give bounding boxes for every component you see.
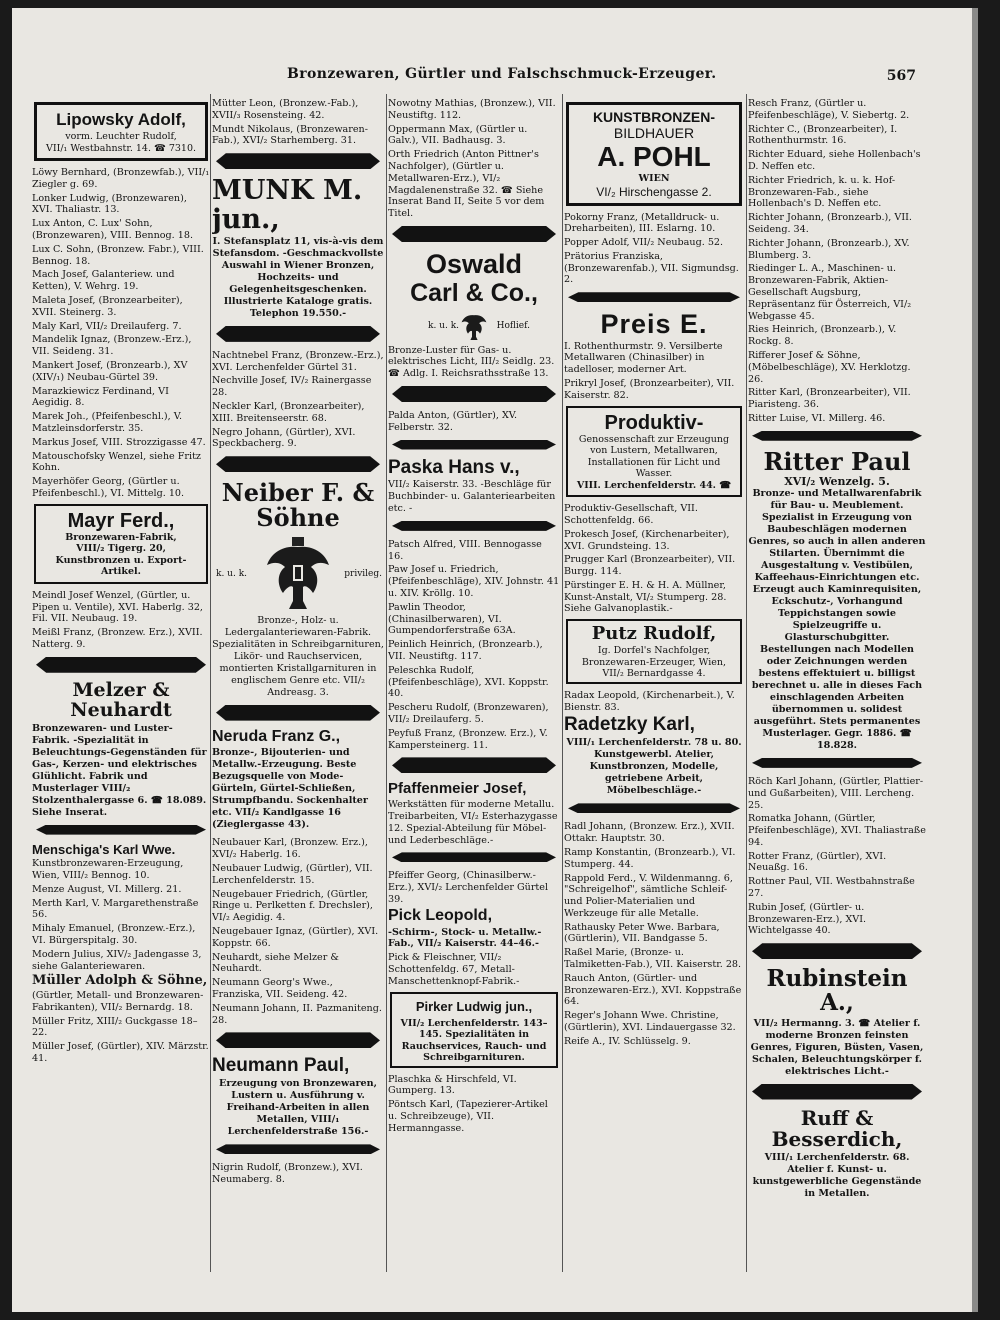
list-item: Prugger Karl (Bronzearbeiter), VII. Burgg. 114. [564,554,736,578]
list-item: Richter C., (Bronzearbeiter), I. Rothenthurmstr. 16. [748,123,898,147]
list-item: Pescheru Rudolf, (Bronzewaren), VII/₂ Dreilauferg. 5. [388,702,549,726]
divider-ornament [392,852,556,862]
list-item: Ramp Konstantin, (Bronzearb.), VI. Stumperg. 44. [564,846,736,870]
oswald-ad-name-2: Carl & Co., [410,279,538,308]
ad-city: WIEN [638,173,670,184]
pfaffenmeier-ad-name: Pfaffenmeier Josef, [388,780,527,798]
produktiv-ad [566,406,742,498]
list-item: Richter Friedrich, k. u. k. Hof-Bronzewaren-Fab., siehe Hollenbach's D. Neffen etc. [748,174,896,210]
divider-ornament [568,803,740,813]
list-item: Reger's Johann Wwe. Christine, (Gürtlerin), XVI. Lindauergasse 32. [564,1010,736,1034]
list-item: Reife A., IV. Schlüsselg. 9. [564,1035,691,1047]
ad-line: BILDHAUER [613,125,695,141]
privileg-label: privileg. [344,568,382,579]
kuk-label: k. u. k. [216,568,248,579]
list-item: Radax Leopold, (Kirchenarbeit.), V. Bienstr. 83. [564,689,735,713]
list-item: Mihaly Emanuel, (Bronzew.-Erz.), VI. Bürgerspitalg. 30. [32,923,196,946]
divider-ornament [216,326,380,342]
page-title: Bronzewaren, Gürtler und Falschschmuck-Erzeuger. [287,66,717,82]
putz-ad [566,619,742,684]
list-item: Resch Franz, (Gürtler u. Pfeifenbeschläge), V. Siebertg. 2. [748,98,910,121]
list-item: Pöntsch Karl, (Tapezierer-Artikel u. Schreibzeuge), VII. Hermanngasse. [388,1099,548,1134]
paska-ad-body: VII/₂ Kaiserstr. 33. -Beschläge für Buchbinder- u. Galanteriearbeiten etc. - [388,479,556,515]
list-item: Mankert Josef, (Bronzearb.), XV (XIV/₁) Neubau-Gürtel 39. [32,359,188,383]
list-item: Maleta Josef, (Bronzearbeiter), XVII. Steinerg. 3. [32,294,183,318]
pick-ad-name: Pick Leopold, [388,906,493,924]
list-item: Rathausky Peter Wwe. Barbara, (Gürtlerin), VII. Bandgasse 5. [564,921,720,945]
list-item: Maly Karl, VII/₂ Dreilauferg. 7. [32,320,182,332]
list-item: Rifferer Josef & Söhne, (Möbelbeschläge), XV. Herklotzg. 26. [748,349,911,385]
list-item: Neubauer Karl, (Bronzew. Erz.), XVI/₂ Haberlg. 16. [212,837,368,861]
ad-line: VII/₂ Bernardgasse 4. [602,668,706,680]
list-item: Plaschka & Hirschfeld, VI. Gumperg. 13. [388,1073,517,1097]
list-item: Peleschka Rudolf, (Pfeifenbeschläge), XVI. Koppstr. 40. [388,664,549,700]
list-item: Neugebauer Ignaz, (Gürtler), XVI. Koppstr. 66. [212,926,379,949]
list-item: Mundt Nikolaus, (Bronzewaren-Fab.), XVI/₂ Starhemberg. 31. [212,123,368,147]
list-item: Neckler Karl, (Bronzearbeiter), XIII. Breitenseerstr. 68. [212,401,365,424]
list-item: Nigrin Rudolf, (Bronzew.), XVI. Neumaberg. 8. [212,1162,363,1186]
list-item: Müller Josef, (Gürtler), XIV. Märzstr. 41. [32,1041,209,1065]
list-item: Orth Friedrich (Anton Pittner's Nachfolger), (Gürtler u. Metallwaren-Erz.), VI/₂ Magdalenenstraße 32. ☎ Siehe Inserat Band II, Seite 5 vor dem Titel. [388,149,545,220]
list-item: Marazkiewicz Ferdinand, VI Aegidig. 8. [32,385,169,409]
radetzky-ad-body: VIII/₁ Lerchenfelderstr. 78 u. 80. Kunstgewerbl. Atelier, Kunstbronzen, Modelle, getriebene Arbeit, Möbelbeschläge.- [566,737,742,797]
divider-ornament [752,943,922,959]
preis-ad-body: I. Rothenthurmstr. 9. Versilberte Metallwaren (Chinasilber) in tadelloser, moderner Art. [564,340,723,376]
rubinstein-ad-name: Rubinstein A., [766,965,908,1017]
list-item: Röch Karl Johann, (Gürtler, Plattier- und Gußarbeiten), VIII. Lercheng. 25. [748,775,924,811]
list-item: Ries Heinrich, (Bronzearb.), V. Rockg. 8. [748,324,897,348]
list-item: Menze August, VI. Millerg. 21. [32,883,182,895]
list-item: Prikryl Josef, (Bronzearbeiter), VII. Kaiserstr. 82. [564,378,735,401]
ad-line: Bronzewaren-Erzeuger, Wien, [581,656,727,668]
list-item: Rappold Ferd., V. Wildenmanng. 6, "Schreigelhof", sämtliche Schleif- und Polier-Materialien und Werkzeuge für alle Metalle. [564,872,733,919]
divider-ornament [392,757,556,773]
list-item: Neuhardt, siehe Melzer & Neuhardt. [212,951,339,975]
list-item: Ritter Karl, (Bronzearbeiter), VII. Piaristeng. 36. [748,387,911,411]
ad-line: Ig. Dorfel's Nachfolger, [597,645,711,657]
ad-line: VIII/₂ Tigerg. 20, [76,543,166,555]
divider-ornament [392,226,556,242]
list-item: Rauch Anton, (Gürtler- und Bronzewaren-Erz.), XVI. Koppstraße 64. [564,972,742,1008]
list-item: Merth Karl, V. Margarethenstraße 56. [32,897,199,921]
kuk-label: k. u. k. [428,320,460,331]
page-header [12,64,972,90]
list-item: Neumann Johann, II. Pazmaniteng. 28. [212,1002,382,1026]
ad-name: Mayr Ferd., [67,509,175,532]
list-item: Meindl Josef Wenzel, (Gürtler, u. Pipen u. Ventile), XVI. Haberlg. 32, Fil. VII. Neubaug. 19. [32,589,203,625]
list-item: Ritter Luise, VI. Millerg. 46. [748,412,886,424]
column-3 [388,98,560,1272]
list-item: Lux C. Sohn, (Bronzew. Fabr.), VIII. Bennog. 18. [32,243,204,267]
list-item: Oppermann Max, (Gürtler u. Galv.), VII. Badhausg. 3. [388,123,528,147]
divider-ornament [216,705,380,721]
column-4 [564,98,744,1272]
preis-ad-name: Preis E. [600,309,708,340]
divider-ornament [392,521,556,531]
entry-list [32,167,210,500]
list-item: Popper Adolf, VII/₂ Neubaug. 52. [564,237,724,249]
ad-name: A. POHL [597,141,711,172]
list-item: Paw Josef u. Friedrich, (Pfeifenbeschläge), XIV. Johnstr. 41 u. XIV. Kröllg. 10. [388,564,560,600]
list-item: Pürstinger E. H. & H. A. Müllner, Kunst-Anstalt, VI/₂ Stumperg. 28. Siehe Galvanoplastik.- [564,579,727,615]
melzer-ad-name: Melzer & Neuhardt [70,678,172,721]
ritter-ad-address: XVI/₂ Wenzelg. 5. [784,474,890,488]
column-divider [562,94,563,1272]
list-item: Pick & Fleischner, VII/₂ Schottenfeldg. 67, Metall-Manschettenknopf-Fabrik.- [388,952,520,987]
list-item: Matouschofsky Wenzel, siehe Fritz Kohn. [32,450,201,474]
hoflief-label: Hoflief. [496,320,530,331]
neiber-emblem-row [212,535,384,615]
list-item: Negro Johann, (Gürtler), XVI. Speckbacherg. 9. [212,426,356,450]
list-item: Rubin Josef, (Gürtler- u. Bronzewaren-Erz.), XVI. Wichtelgasse 40. [748,901,867,937]
list-item: Meißl Franz, (Bronzew. Erz.), XVII. Natterg. 9. [32,627,203,650]
divider-ornament [752,431,922,441]
list-item: Rottner Paul, VII. Westbahnstraße 27. [748,876,915,900]
pohl-ad [566,102,742,206]
ad-line: Artikel. [101,566,141,578]
paska-ad-name: Paska Hans v., [388,456,520,478]
list-item: Raßel Marie, (Bronze- u. Talmiketten-Fab.), VII. Kaiserstr. 28. [564,947,742,971]
munk-ad-body: I. Stefansplatz 11, vis-à-vis dem Stefansdom. -Geschmackvollste Auswahl in Wiener Bronzen, Hochzeits- und Gelegenheitsgeschenken. Illustrierte Kataloge gratis. Telephon 19.550.- [212,235,384,319]
ruff-ad-body: VIII/₁ Lerchenfelderstr. 68. Atelier f. Kunst- u. kunstgewerbliche Gegenstände in Metallen. [752,1151,922,1199]
lipowsky-ad [34,102,208,161]
ad-line: vorm. Leuchter Rudolf, [65,131,177,142]
neiber-ad-body: Bronze-, Holz- u. Ledergalanteriewaren-Fabrik. Spezialitäten in Schreibgarnituren, Likör- und Rauchservicen, montierten Kristallgarnituren in englischem Genre etc. VII/₂ Andreasg. 3. [212,614,384,698]
list-item: Nowotny Mathias, (Bronzew.), VII. Neustiftg. 112. [388,98,556,121]
ad-address: VI/₂ Hirschengasse 2. [596,184,712,199]
neumann-ad-name: Neumann Paul, [212,1055,350,1077]
divider-ornament [392,386,556,402]
divider-ornament [752,758,922,768]
list-item: Löwy Bernhard, (Bronzewfab.), VII/₁ Ziegler g. 69. [32,167,210,190]
divider-ornament [216,1144,380,1154]
column-2 [212,98,384,1272]
column-divider [210,94,211,1272]
neiber-ad-name: Neiber F. & Söhne [221,478,375,533]
ad-name: Putz Rudolf, [591,623,717,645]
list-item: Neumann Georg's Wwe., Franziska, VII. Seideng. 42. [212,977,348,1000]
list-item: Richter Eduard, siehe Hollenbach's D. Neffen etc. [748,149,921,172]
list-item: Lonker Ludwig, (Bronzewaren), XVI. Thaliastr. 13. [32,192,187,216]
ruff-ad-name: Ruff & Besserdich, [771,1105,903,1151]
ad-line: Kunstbronzen u. Export- [55,554,187,566]
list-item: Romatka Johann, (Gürtler, Pfeifenbeschläge), XVI. Thaliastraße 94. [748,813,926,848]
ritter-ad-body: Bronze- und Metallwarenfabrik für Bau- u. Meublement. Spezialist in Erzeugung von Baubeschlägen modernen Genres, so auch in allen anderen Stilarten. Übernimmt die Ausgestaltung v. Vestibülen, Kaffeehaus-Einrichtungen etc. Erzeugt auch Kaminrequisiten, Eckschutz-, Vorhangund Teppichstangen sowie Spielzeugriffe u. Glasturschubgitter. Bestellungen nach Modellen oder Zeichnungen werden bestens effektuiert u. billigst berechnet u. alle in dieses Fach einschlagenden Arbeiten übernommen u. solidest ausgeführt. Stets permanentes Musterlager. Gegr. 1886. ☎ 18.828. [748,487,926,751]
list-item: Neubauer Ludwig, (Gürtler), VII. Lerchenfelderstr. 15. [212,863,373,886]
list-item: Modern Julius, XIV/₂ Jadengasse 3, siehe Galanteriewaren. [32,948,202,972]
list-item: Prätorius Franziska, (Bronzewarenfab.), VII. Sigmundsg. 2. [564,250,739,286]
list-item: Palda Anton, (Gürtler), XV. Felberstr. 32. [388,409,518,433]
divider-ornament [216,153,380,169]
rubinstein-ad-body: VII/₂ Hermanng. 3. ☎ Atelier f. moderne Bronzen feinsten Genres, Figuren, Büsten, Vasen, Schalen, Beleuchtungskörper f. elektrisches Licht.- [750,1017,924,1077]
page [12,8,978,1312]
oswald-ad-body: Bronze-Luster für Gas- u. elektrisches Licht, III/₂ Seidlg. 23. ☎ Adlg. I. Reichsrathsstraße 13. [388,344,555,380]
menschiga-ad-body: Kunstbronzewaren-Erzeugung, Wien, VIII/₂ Bennog. 10. [32,858,184,882]
ad-address: VIII. Lerchenfelderstr. 44. ☎ [576,479,732,491]
list-item: Müller Fritz, XIII/₂ Guckgasse 18–22. [32,1015,198,1039]
list-item: Pawlin Theodor, (Chinasilberwaren), VI. Gumpendorferstraße 63A. [388,601,516,637]
divider-ornament [752,1084,922,1100]
list-item: Markus Josef, VIII. Strozzigasse 47. [32,436,206,448]
list-item: Riedinger L. A., Maschinen- u. Bronzewaren-Fabrik, Aktien-Gesellschaft Augsburg, Repräsentanz für Österreich, VI/₂ Webgasse 45. [748,263,912,322]
double-eagle-icon [263,535,333,613]
list-item: Peinlich Heinrich, (Bronzearb.), VII. Neustiftg. 117. [388,639,543,663]
list-item: Mayerhöfer Georg, (Gürtler u. Pfeifenbeschl.), VI. Mittelg. 10. [32,476,185,499]
list-item: Lux Anton, C. Lux' Sohn, (Bronzewaren), VIII. Bennog. 18. [32,218,194,241]
list-item: Marek Joh., (Pfeifenbeschl.), V. Matzleinsdorferstr. 35. [32,411,183,434]
list-item: Peyfuß Franz, (Bronzew. Erz.), V. Kampersteinerg. 11. [388,727,548,751]
oswald-emblem-row [388,309,560,345]
ad-line: VII/₁ Westbahnstr. 14. ☎ 7310. [45,142,197,154]
neruda-ad-name: Neruda Franz G., [212,727,341,745]
munk-ad-name: MUNK M. jun., [212,175,363,235]
melzer-ad-body: Bronzewaren- und Luster-Fabrik. -Spezialität in Beleuchtungs-Gegenständen für Gas-, Kerzen- und elektrisches Glühlicht. Fabrik und Musterlager VIII/₂ Stolzenthalergasse 6. ☎ 18.089. Siehe Inserat. [32,722,207,818]
menschiga-ad-name: Menschiga's Karl Wwe. [32,841,176,857]
list-item: Patsch Alfred, VIII. Bennogasse 16. [388,538,542,562]
ad-line: KUNSTBRONZEN- [592,109,716,125]
column-1 [32,98,210,1272]
divider-ornament [216,1032,380,1048]
mayr-ad [34,504,208,584]
column-5 [748,98,926,1272]
divider-ornament [36,657,206,673]
ad-name: Pirker Ludwig jun., [415,998,533,1014]
divider-ornament [392,440,556,450]
divider-ornament [36,825,206,835]
list-item: Pokorny Franz, (Metalldruck- u. Dreharbeiten), III. Eslarng. 10. [564,211,720,235]
mueller-ad-name: Müller Adolph & Söhne, [32,973,208,989]
list-item: Produktiv-Gesellschaft, VII. Schottenfeldg. 66. [564,503,698,526]
divider-ornament [568,292,740,302]
ad-body: VII/₂ Lerchenfelderstr. 143–145. Spezialitäten in Rauchservices, Rauch- und Schreibgarnituren. [400,1017,548,1064]
radetzky-ad-name: Radetzky Karl, [564,714,695,736]
list-item: Richter Johann, (Bronzearb.), XV. Blumberg. 3. [748,237,910,261]
list-item: Radl Johann, (Bronzew. Erz.), XVII. Ottakr. Hauptstr. 30. [564,821,735,845]
double-eagle-icon [460,309,488,343]
pirker-ad [390,992,558,1068]
ad-line: Bronzewaren-Fabrik, [65,531,177,543]
column-divider [386,94,387,1272]
neruda-ad-body: Bronze-, Bijouterien- und Metallw.-Erzeugung. Beste Bezugsquelle von Mode-Gürteln, Gürtel-Schließen, Strumpfbandu. Sockenhalter etc. VII/₂ Kandlgasse 16 (Zieglergasse 43). [212,747,368,831]
list-item: Nachtnebel Franz, (Bronzew.-Erz.), XVI. Lerchenfelder Gürtel 31. [212,349,384,373]
list-item: Pfeiffer Georg, (Chinasilberw.-Erz.), XVI/₂ Lerchenfelder Gürtel 39. [388,870,549,905]
column-divider [746,94,747,1272]
ritter-ad-name: Ritter Paul [763,446,911,476]
list-item: Neugebauer Friedrich, (Gürtler, Ringe u. Perlketten f. Drechsler), VI/₂ Aegidig. 4. [212,888,373,924]
oswald-ad-name: Oswald [425,248,523,279]
ad-name: Produktiv- [604,411,704,434]
list-item: Nechville Josef, IV/₂ Rainergasse 28. [212,375,372,399]
list-item: Rotter Franz, (Gürtler), XVI. Neuaßg. 16. [748,850,887,874]
ad-body: Genossenschaft zur Erzeugung von Lustern, Metallwaren, Installationen für Licht und Wasser. [578,433,730,480]
pick-ad-body: -Schirm-, Stock- u. Metallw.-Fab., VII/₂ Kaiserstr. 44–46.- [388,926,542,950]
ad-name: Lipowsky Adolf, [56,110,186,129]
mueller-ad-body: (Gürtler, Metall- und Bronzewaren-Fabrikanten), VII/₂ Bernardg. 18. [32,990,204,1013]
divider-ornament [216,456,380,472]
list-item: Mandelik Ignaz, (Bronzew.-Erz.), VII. Seideng. 31. [32,334,192,358]
list-item: Richter Johann, (Bronzearb.), VII. Seideng. 34. [748,212,912,235]
page-number: 567 [886,68,916,84]
list-item: Mach Josef, Galanteriew. und Ketten), V. Wehrg. 19. [32,269,175,293]
list-item: Prokesch Josef, (Kirchenarbeiter), XVI. Grundsteing. 13. [564,528,730,552]
list-item: Mütter Leon, (Bronzew.-Fab.), XVII/₃ Rosensteing. 42. [212,98,359,121]
neumann-ad-body: Erzeugung von Bronzewaren, Lustern u. Ausführung v. Freihand-Arbeiten in allen Metallen, VIII/₁ Lerchenfelderstraße 156.- [219,1078,377,1138]
pfaffenmeier-ad-body: Werkstätten für moderne Metallu. Treibarbeiten, VI/₂ Esterhazygasse 12. Spezial-Abteilung für Möbel- und Lederbeschläge.- [388,799,558,846]
